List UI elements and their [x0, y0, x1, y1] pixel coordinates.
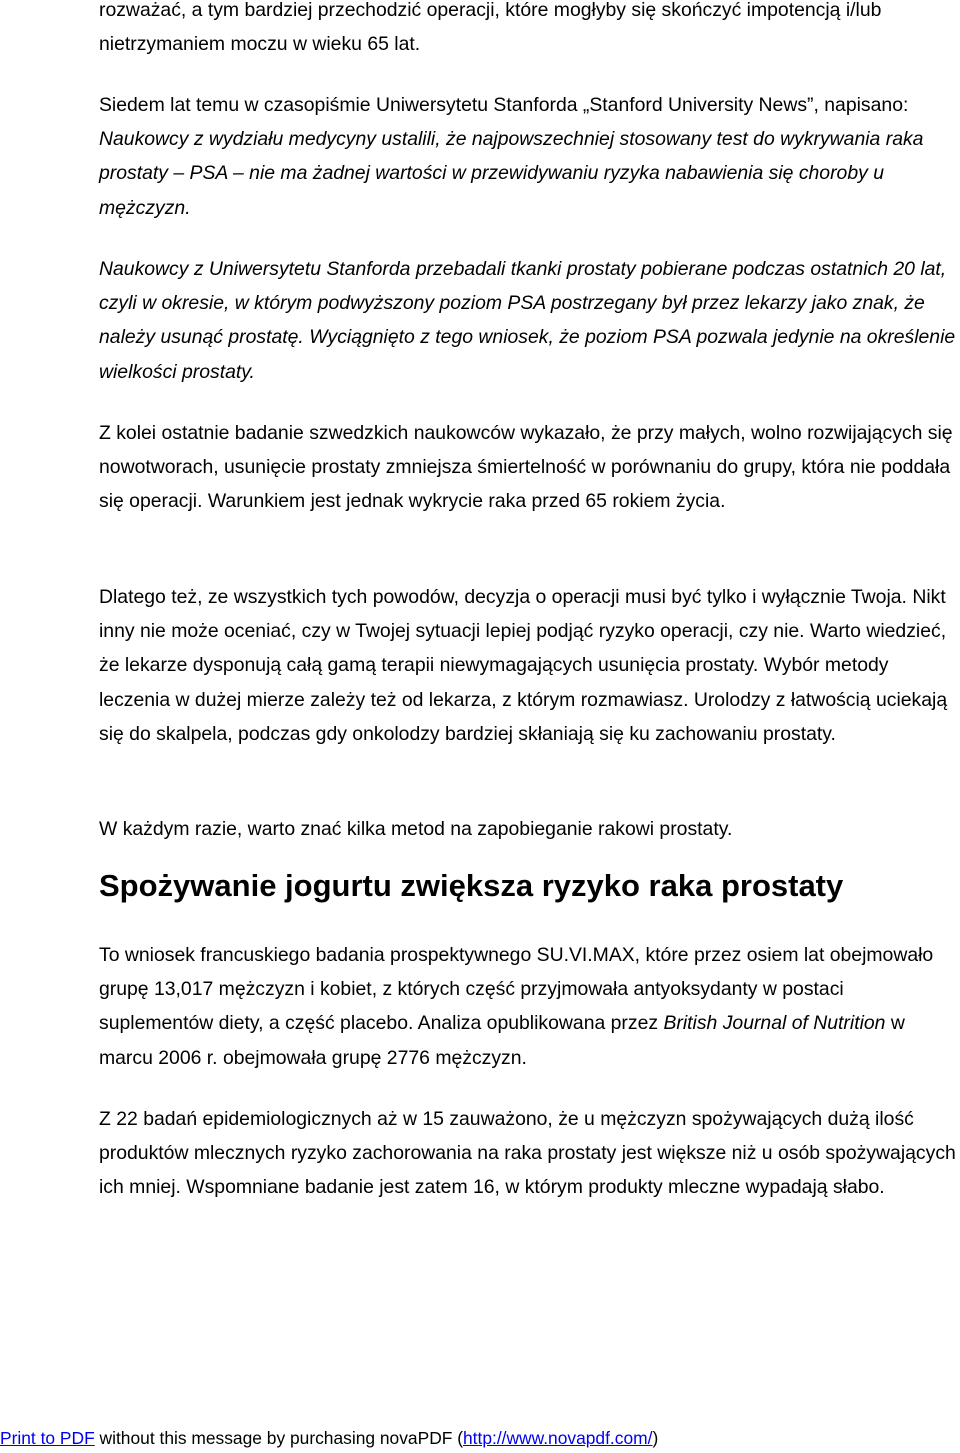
- novapdf-url-link[interactable]: http://www.novapdf.com/: [463, 1428, 653, 1448]
- paragraph-3-text: Naukowcy z Uniwersytetu Stanforda przebadali tkanki prostaty pobierane podczas ostatnich 20 lat, czyli w okresie, w którym podwyższony poziom PSA postrzegany był przez lekarzy jako znak, że należy usunąć prostatę. Wyciągnięto z tego wniosek, że poziom PSA pozwala jedynie na określenie wielkości prostaty.: [99, 258, 956, 383]
- paragraph-6-text: W każdym razie, warto znać kilka metod na zapobieganie rakowi prostaty.: [99, 818, 733, 840]
- paragraph-7: [99, 938, 957, 1075]
- paragraph-5-text: Dlatego też, ze wszystkich tych powodów, decyzja o operacji musi być tylko i wyłącznie Twoja. Nikt inny nie może oceniać, czy w Twojej sytuacji lepiej podjąć ryzyko operacji, czy nie. Warto wiedzieć, że lekarze dysponują całą gamą terapii niewymagających usunięcia prostaty. Wybór metody leczenia w dużej mierze zależy też od lekarza, z którym rozmawiasz. Urolodzy z łatwością uciekają się do skalpela, podczas gdy onkolodzy bardziej skłaniają się ku zachowaniu prostaty.: [99, 586, 948, 745]
- paragraph-4: [99, 416, 957, 519]
- paragraph-2-text: Siedem lat temu w czasopiśmie Uniwersytetu Stanforda „Stanford University News”, napisano:: [99, 94, 909, 116]
- paragraph-1-text: rozważać, a tym bardziej przechodzić operacji, które mogłyby się skończyć impotencją i/lub nietrzymaniem moczu w wieku 65 lat.: [99, 0, 882, 56]
- paragraph-2-quote: Naukowcy z wydziału medycyny ustalili, że najpowszechniej stosowany test do wykrywania raka prostaty – PSA – nie ma żadnej wartości w przewidywaniu ryzyka nabawienia się choroby u mężczyzn.: [99, 128, 924, 219]
- paragraph-8: [99, 1102, 957, 1205]
- novapdf-footer: [0, 1427, 960, 1449]
- paragraph-4-text: Z kolei ostatnie badanie szwedzkich naukowców wykazało, że przy małych, wolno rozwijających się nowotworach, usunięcie prostaty zmniejsza śmiertelność w porównaniu do grupy, która nie poddała się operacji. Warunkiem jest jednak wykrycie raka przed 65 rokiem życia.: [99, 422, 953, 513]
- footer-text-2: ): [652, 1428, 659, 1448]
- paragraph-5: [99, 580, 957, 751]
- paragraph-6: [99, 812, 957, 846]
- footer-text-1: without this message by purchasing novaPDF (: [94, 1428, 463, 1448]
- paragraph-2: [99, 88, 957, 225]
- paragraph-3: [99, 252, 957, 389]
- section-heading: Spożywanie jogurtu zwiększa ryzyko raka prostaty: [99, 868, 844, 903]
- paragraph-7-journal: British Journal of Nutrition: [663, 1012, 886, 1035]
- paragraph-7-text-a: To wniosek francuskiego badania prospektywnego SU.VI.MAX, które przez osiem lat obejmowało grupę 13,017 mężczyzn i kobiet, z których część przyjmowała antyoksydanty w postaci suplementów diety, a część placebo. Analiza opublikowana przez: [99, 944, 934, 1035]
- paragraph-7-text-c: w marcu 2006 r. obejmowała grupę 2776 mężczyzn.: [99, 1012, 905, 1069]
- print-to-pdf-link[interactable]: Print to PDF: [0, 1428, 95, 1448]
- paragraph-1: [99, 0, 957, 61]
- paragraph-8-text: Z 22 badań epidemiologicznych aż w 15 zauważono, że u mężczyzn spożywających dużą ilość produktów mlecznych ryzyko zachorowania na raka prostaty jest większe niż u osób spożywających ich mniej. Wspomniane badanie jest zatem 16, w którym produkty mleczne wypadają słabo.: [99, 1108, 956, 1199]
